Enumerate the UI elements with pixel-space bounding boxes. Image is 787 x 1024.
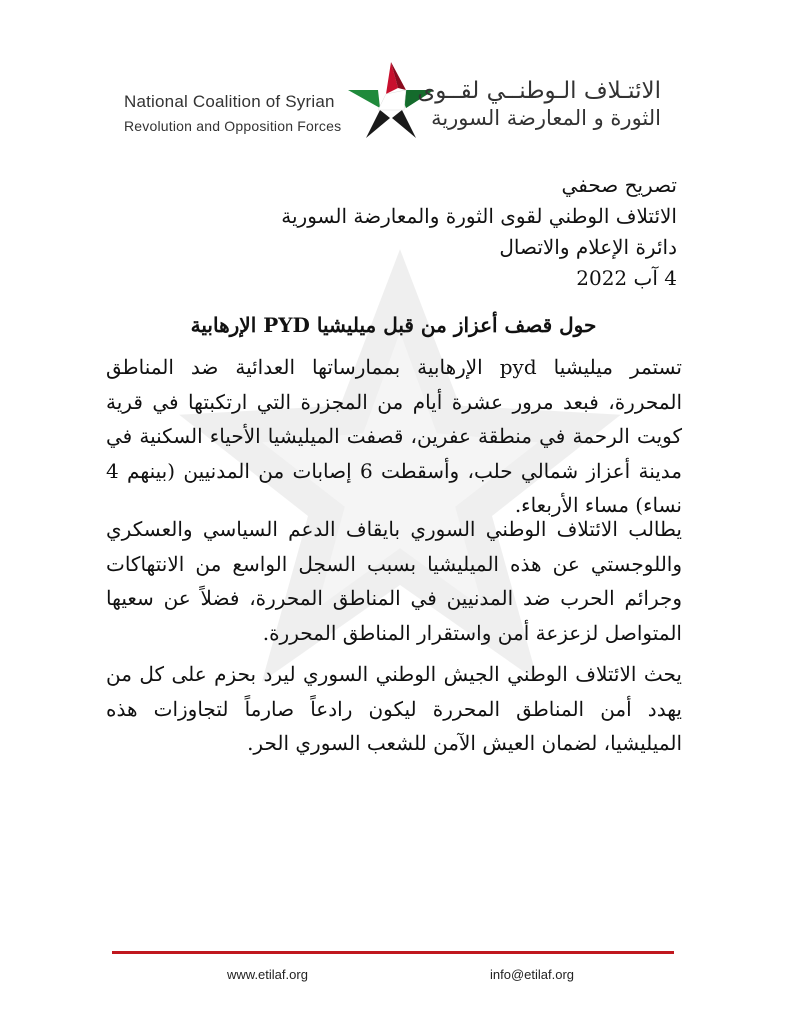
body-paragraph-1: تستمر ميليشيا pyd الإرهابية بممارساتها العدائية ضد المناطق المحررة، فبعد مرور عشرة أيام من المجزرة التي ارتكبتها في قرية كويت الرحمة في منطقة عفرين، قصفت الميليشيا الأحياء السكنية في مدينة أعزاز شمالي حلب، وأسقطت 6 إصابات من المدنيين (بينهم 4 نساء) مساء الأربعاء. xyxy=(106,355,682,517)
org-name-english xyxy=(124,92,341,134)
release-title: حول قصف أعزاز من قبل ميليشيا PYD الإرهابية xyxy=(190,313,597,337)
body-paragraph-3: يحث الائتلاف الوطني الجيش الوطني السوري ليرد بحزم على كل من يهدد أمن المناطق المحررة ليكون رادعاً صارماً لتجاوزات هذه الميليشيا، لضمان العيش الآمن للشعب السوري الحر. xyxy=(106,662,682,755)
release-department: دائرة الإعلام والاتصال xyxy=(499,235,677,259)
release-issuer: الائتلاف الوطني لقوى الثورة والمعارضة السورية xyxy=(281,204,677,228)
footer-divider xyxy=(112,951,674,954)
release-type: تصريح صحفي xyxy=(561,173,677,197)
org-name-arabic-line1: الائتـلاف الـوطنــي لقــوى xyxy=(417,78,661,104)
footer-email-link[interactable]: info@etilaf.org xyxy=(490,967,575,982)
org-name-arabic xyxy=(401,78,661,130)
release-date: 4 آب 2022 xyxy=(576,266,677,290)
org-name-arabic-line2: الثورة و المعارضة السورية xyxy=(431,106,661,130)
org-name-english-line1: National Coalition of Syrian xyxy=(124,92,335,111)
footer-website-link[interactable]: www.etilaf.org xyxy=(227,967,308,982)
org-name-english-line2: Revolution and Opposition Forces xyxy=(124,118,342,134)
body-paragraph-2: يطالب الائتلاف الوطني السوري بايقاف الدعم السياسي والعسكري واللوجستي عن هذه الميليشيا بسبب السجل الواسع من الانتهاكات وجرائم الحرب ضد المدنيين في المناطق المحررة، فضلاً عن سعيها المتواصل لزعزعة أمن واستقرار المناطق المحررة. xyxy=(106,517,682,645)
release-info xyxy=(257,170,677,294)
